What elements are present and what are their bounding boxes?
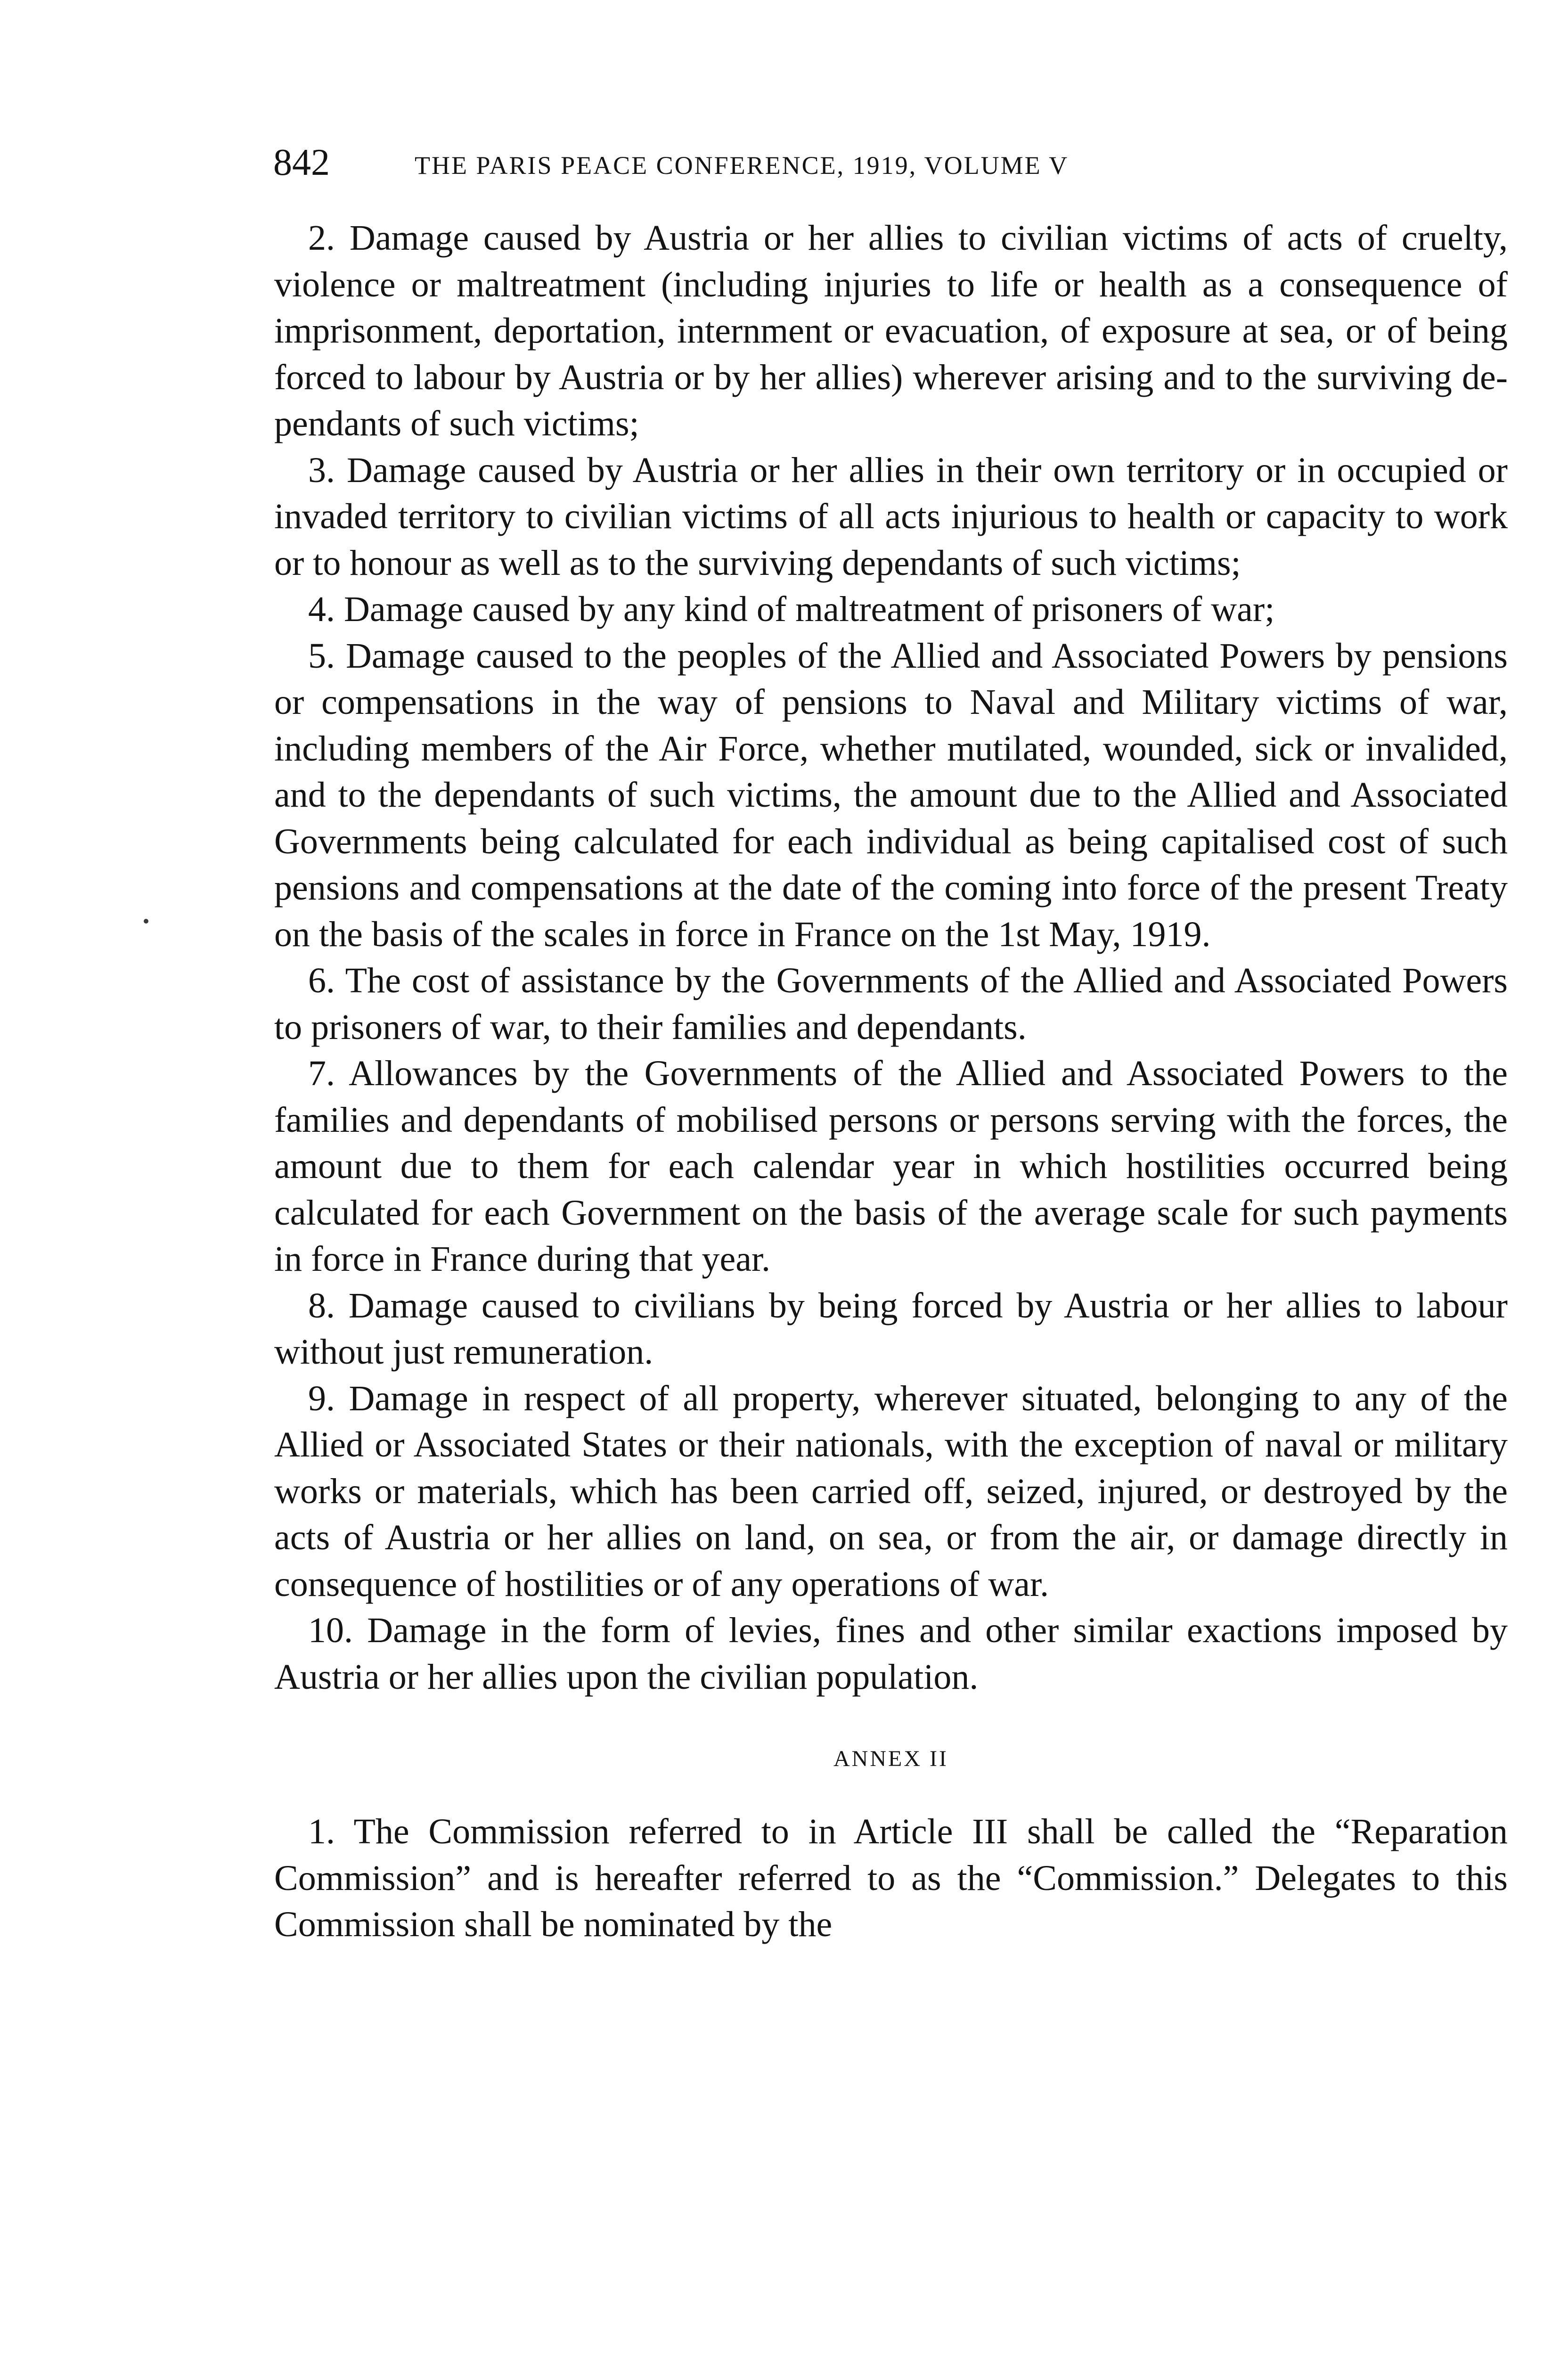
paragraph-6: 6. The cost of assistance by the Governments of the Allied and Associated Powers to prisoners of war, to their families and dependants. [274, 961, 1508, 1047]
paragraph-3: 3. Damage caused by Austria or her allies in their own territory or in occupied or invaded territory to civilian victims of all acts injurious to health or capacity to work or to honour as well as to the surviving dependants of such victims; [274, 450, 1508, 583]
paragraph-7: 7. Allowances by the Governments of the Allied and Associated Powers to the families and dependants of mobilised persons or persons serving with the forces, the amount due to them for each calendar year in which hostilities occurred being calculated for each Government on the basis of the average scale for such payments in force in France during that year. [274, 1054, 1508, 1279]
paragraph-5: 5. Damage caused to the peoples of the Allied and Associated Powers by pensions or compensations in the way of pensions to Naval and Military victims of war, including members of the Air Force, whether mutilated, wounded, sick or invalided, and to the dependants of such victims, the amount due to the Allied and Associated Governments being calculated for each individual as being capitalised cost of such pensions and compensations at the date of the coming into force of the present Treaty on the basis of the scales in force in France on the 1st May, 1919. [274, 636, 1508, 954]
paragraph-4: 4. Damage caused by any kind of maltreatment of prisoners of war; [308, 589, 1275, 629]
paragraph-8: 8. Damage caused to civilians by being forced by Austria or her allies to labour without just remuneration. [274, 1285, 1508, 1372]
page-number: 842 [273, 142, 330, 183]
running-head: THE PARIS PEACE CONFERENCE, 1919, VOLUME V [415, 151, 1069, 180]
page-header [273, 141, 1329, 184]
paragraph-10: 10. Damage in the form of levies, fines and other similar exactions imposed by Austria or her allies upon the civilian population. [274, 1611, 1508, 1697]
paragraph-9: 9. Damage in respect of all property, wherever situated, belonging to any of the Allied or Associated States or their nationals, with the exception of naval or military works or materials, which has been carried off, seized, injured, or destroyed by the acts of Austria or her allies on land, on sea, or from the air, or damage directly in consequence of hostilities or of any operations of war. [274, 1378, 1508, 1604]
margin-mark [144, 919, 148, 924]
document-body [274, 215, 1508, 1948]
annex-paragraph-1: 1. The Commission referred to in Article III shall be called the “Reparation Commission” and is hereafter referred to as the “Commission.” Delegates to this Commission shall be nominated by the [274, 1812, 1508, 1944]
paragraph-2: 2. Damage caused by Austria or her allies to civilian victims of acts of cruelty, violence or maltreatment (including injuries to life or health as a consequence of imprisonment, deportation, internment or evacuation, of exposure at sea, or of being forced to labour by Austria or by her allies) wherever arising and to the surviving dependants of such victims; [274, 218, 1508, 443]
annex-heading: ANNEX II [833, 1746, 948, 1771]
